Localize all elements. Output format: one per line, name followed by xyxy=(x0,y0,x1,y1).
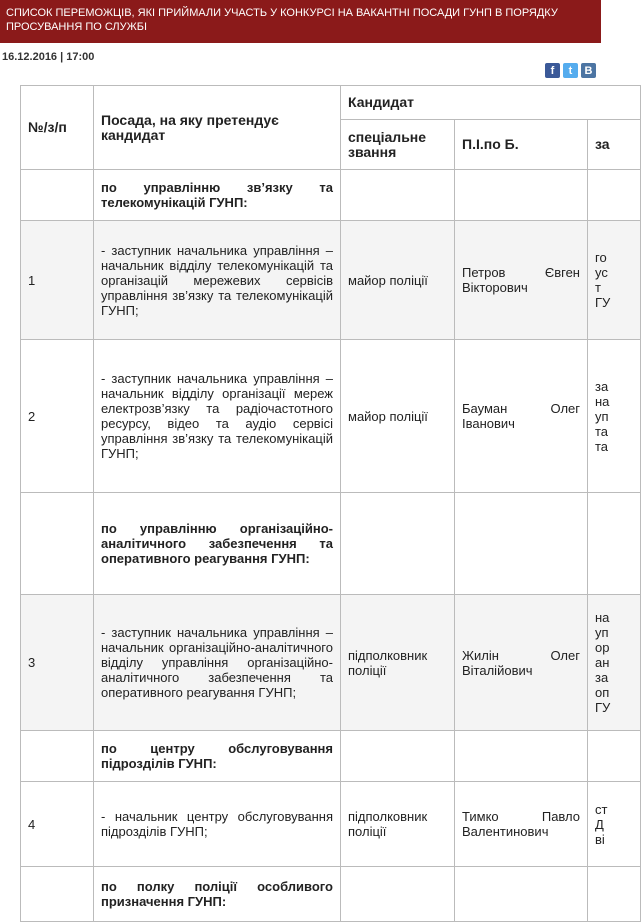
header-rank: спеціальне звання xyxy=(341,120,455,170)
row-name: Жилін Олег Віталійович xyxy=(455,595,588,731)
row-position: - начальник центру обслуговування підрозділів ГУНП; xyxy=(94,782,341,867)
twitter-share-icon[interactable]: t xyxy=(563,63,578,78)
section-title: по управлінню організаційно-аналітичного забезпечення та оперативного реагування ГУНП: xyxy=(94,493,341,595)
row-position: - заступник начальника управління – начальник відділу організації мереж електрозв’язку та радіочастотного ресурсу, відео та аудіо сервісі управління зв’язку та телекомунікацій ГУНП; xyxy=(94,340,341,493)
section-title: по полку поліції особливого призначення ГУНП: xyxy=(94,867,341,922)
row-extra: ст Д ві xyxy=(588,782,641,867)
vk-share-icon[interactable]: В xyxy=(581,63,596,78)
row-extra: на уп ор ан за оп ГУ xyxy=(588,595,641,731)
section-row xyxy=(21,731,641,782)
row-num: 3 xyxy=(21,595,94,731)
page-title-banner xyxy=(0,0,601,43)
section-title: по управлінню зв’язку та телекомунікацій ГУНП: xyxy=(94,170,341,221)
row-extra: го ус т ГУ xyxy=(588,221,641,340)
row-position: - заступник начальника управління – начальник організаційно-аналітичного відділу управління організаційно-аналітичного забезпечення та оперативного реагування ГУНП; xyxy=(94,595,341,731)
row-rank: підполковник поліції xyxy=(341,782,455,867)
row-extra: за на уп та та xyxy=(588,340,641,493)
header-num: №/з/п xyxy=(21,86,94,170)
row-position: - заступник начальника управління – начальник відділу телекомунікацій та організацій мережевих сервісів управління зв’язку та телекомунікацій ГУНП; xyxy=(94,221,341,340)
page-title: СПИСОК ПЕРЕМОЖЦІВ, ЯКІ ПРИЙМАЛИ УЧАСТЬ У КОНКУРСІ НА ВАКАНТНІ ПОСАДИ ГУНП В ПОРЯДКУ ПРОСУВАННЯ ПО СЛУЖБІ xyxy=(6,7,558,33)
table-row xyxy=(21,782,641,867)
winners-table xyxy=(20,85,641,922)
header-candidate: Кандидат xyxy=(341,86,641,120)
section-row xyxy=(21,493,641,595)
row-rank: підполковник поліції xyxy=(341,595,455,731)
table-row xyxy=(21,340,641,493)
row-num: 1 xyxy=(21,221,94,340)
table-row xyxy=(21,595,641,731)
section-title: по центру обслуговування підрозділів ГУНП: xyxy=(94,731,341,782)
row-rank: майор поліції xyxy=(341,221,455,340)
row-rank: майор поліції xyxy=(341,340,455,493)
section-row xyxy=(21,867,641,922)
header-name: П.І.по Б. xyxy=(455,120,588,170)
row-name: Бауман Олег Іванович xyxy=(455,340,588,493)
table-row xyxy=(21,221,641,340)
section-row xyxy=(21,170,641,221)
row-num: 4 xyxy=(21,782,94,867)
publish-date: 16.12.2016 | 17:00 xyxy=(2,51,95,63)
row-name: Тимко Павло Валентинович xyxy=(455,782,588,867)
row-num: 2 xyxy=(21,340,94,493)
facebook-share-icon[interactable]: f xyxy=(545,63,560,78)
header-extra: за xyxy=(588,120,641,170)
header-position: Посада, на яку претендує кандидат xyxy=(94,86,341,170)
row-name: Петров Євген Вікторович xyxy=(455,221,588,340)
share-buttons xyxy=(545,63,596,78)
